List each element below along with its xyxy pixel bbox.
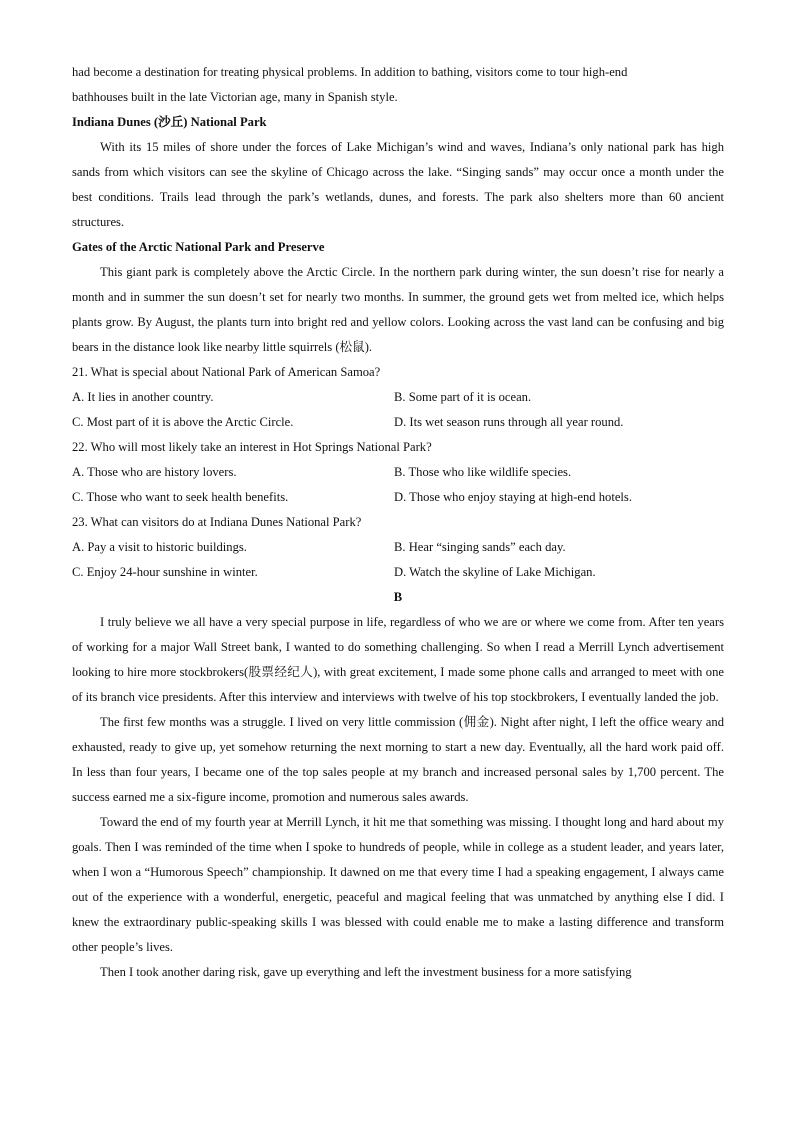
option-d: D. Those who enjoy staying at high-end hotels. [394, 490, 632, 504]
option-d: D. Watch the skyline of Lake Michigan. [394, 565, 596, 579]
question-stem: 22. Who will most likely take an interest in Hot Springs National Park? [72, 440, 432, 454]
option-row [72, 385, 724, 410]
option-c: C. Those who want to seek health benefits. [72, 490, 289, 504]
option-row [72, 410, 724, 435]
passage-paragraph: Then I took another daring risk, gave up everything and left the investment business for a more satisfying [100, 965, 632, 979]
option-row [72, 485, 724, 510]
option-d: D. Its wet season runs through all year round. [394, 415, 624, 429]
option-c: C. Most part of it is above the Arctic Circle. [72, 415, 294, 429]
option-a: A. It lies in another country. [72, 390, 214, 404]
option-row [72, 560, 724, 585]
option-c: C. Enjoy 24-hour sunshine in winter. [72, 565, 258, 579]
document-page [72, 60, 724, 985]
passage-paragraph: The first few months was a struggle. I lived on very little commission (佣金). Night after night, I left the office weary and exhausted, ready to give up, yet somehow returning the next morning to start a new day. Eventually, all the hard work paid off. In less than four years, I became one of the top sales people at my branch and increased personal sales by 1,700 percent. The success earned me a six-figure income, promotion and numerous sales awards. [72, 715, 724, 804]
passage-paragraph: Toward the end of my fourth year at Merrill Lynch, it hit me that something was missing. I thought long and hard about my goals. Then I was reminded of the time when I spoke to hundreds of people, while in college as a student leader, and years later, when I won a “Humorous Speech” championship. It dawned on me that every time I had a speaking engagement, I always came out of the experience with a wonderful, energetic, peaceful and magical feeling that was unmatched by anything else I did. I knew the extraordinary public-speaking skills I was blessed with could enable me to make a lasting difference and transform other people’s lives. [72, 815, 724, 954]
option-a: A. Pay a visit to historic buildings. [72, 540, 247, 554]
passage-label: B [393, 590, 403, 604]
section-heading: Indiana Dunes (沙丘) National Park [72, 115, 267, 129]
question-stem: 23. What can visitors do at Indiana Dunes National Park? [72, 515, 362, 529]
option-row [72, 460, 724, 485]
intro-line: bathhouses built in the late Victorian age, many in Spanish style. [72, 90, 398, 104]
option-row [72, 535, 724, 560]
section-paragraph: This giant park is completely above the Arctic Circle. In the northern park during winter, the sun doesn’t rise for nearly a month and in summer the sun doesn’t set for nearly two months. In summer, the ground gets wet from melted ice, which helps plants grow. By August, the plants turn into bright red and yellow colors. Looking across the vast land can be confusing and big bears in the distance look like nearby little squirrels (松鼠). [72, 265, 724, 354]
option-b: B. Some part of it is ocean. [394, 390, 532, 404]
option-b: B. Those who like wildlife species. [394, 465, 572, 479]
section-paragraph: With its 15 miles of shore under the forces of Lake Michigan’s wind and waves, Indiana’s only national park has high sands from which visitors can see the skyline of Chicago across the lake. “Singing sands” may occur once a month under the best conditions. Trails lead through the park’s wetlands, dunes, and forests. The park also shelters more than 60 ancient structures. [72, 140, 724, 229]
option-b: B. Hear “singing sands” each day. [394, 540, 566, 554]
option-a: A. Those who are history lovers. [72, 465, 237, 479]
passage-paragraph: I truly believe we all have a very special purpose in life, regardless of who we are or where we come from. After ten years of working for a major Wall Street bank, I wanted to do something challenging. So when I read a Merrill Lynch advertisement looking to hire more stockbrokers(股票经纪人), with great excitement, I made some phone calls and arranged to meet with one of its branch vice presidents. After this interview and interviews with twelve of his top stockbrokers, I eventually landed the job. [72, 615, 724, 704]
intro-line: had become a destination for treating physical problems. In addition to bathing, visitors come to tour high-end [72, 65, 628, 79]
question-stem: 21. What is special about National Park of American Samoa? [72, 365, 381, 379]
section-heading: Gates of the Arctic National Park and Preserve [72, 240, 325, 254]
